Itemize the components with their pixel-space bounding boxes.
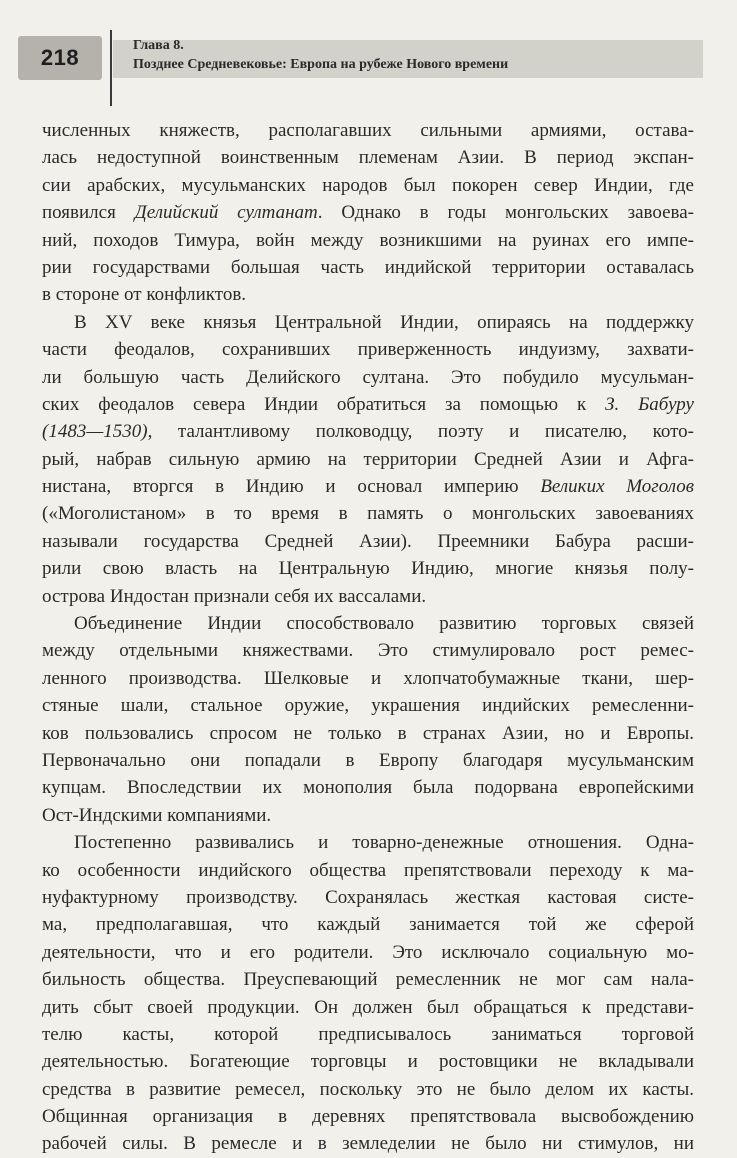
text-run: сии арабских, мусульманских народов был покорен север Индии, где: [42, 174, 694, 196]
text-line: [42, 1021, 694, 1048]
text-line: [42, 884, 694, 911]
text-line: [42, 227, 694, 254]
text-line: [42, 336, 694, 363]
text-line: [42, 500, 694, 527]
text-line: [42, 610, 694, 637]
text-line: [42, 911, 694, 938]
page-number: 218: [40, 45, 80, 70]
text-line: [42, 774, 694, 801]
text-run: ний, походов Тимура, войн между возникшими на руинах его импе-: [42, 229, 694, 251]
text-run: Общинная организация в деревнях препятствовала высвобождению: [42, 1106, 694, 1128]
text-run: ма, предполагавшая, что каждый занимается той же сферой: [42, 914, 694, 936]
text-run: между отдельными княжествами. Это стимулировало рост ремес-: [42, 640, 694, 662]
text-run: называли государства Средней Азии). Преемники Бабура расши-: [42, 530, 694, 552]
text-run: Первоначально они попадали в Европу благодаря мусульманским: [42, 749, 694, 771]
text-line: [42, 364, 694, 391]
page-number-box: [18, 36, 102, 80]
italic-term: (1483—1530): [42, 421, 148, 443]
text-run: телю касты, которой предписывалось заниматься торговой: [42, 1023, 694, 1045]
text-run: ли большую часть Делийского султана. Это побудило мусульман-: [42, 366, 694, 388]
text-line: [42, 446, 694, 473]
text-run: появился: [42, 202, 135, 224]
text-run: стяные шали, стальное оружие, украшения индийских ремесленни-: [42, 695, 694, 717]
text-run: рии государствами большая часть индийской территории оставалась: [42, 256, 694, 278]
chapter-label: Глава 8.: [133, 38, 184, 53]
text-line: [42, 1103, 694, 1130]
text-run: дить сбыт своей продукции. Он должен был обращаться к представи-: [42, 996, 694, 1018]
text-line: [42, 144, 694, 171]
text-line: [42, 583, 694, 610]
text-run: острова Индостан признали себя их вассалами.: [42, 585, 427, 607]
text-line: [42, 281, 694, 308]
text-line: [42, 994, 694, 1021]
text-line: [42, 692, 694, 719]
text-run: ских феодалов севера Индии обратиться за помощью к: [42, 393, 606, 415]
text-run: средства в развитие ремесел, поскольку это не было делом их касты.: [42, 1078, 694, 1100]
text-run: нуфактурному производству. Сохранялась жесткая кастовая систе-: [42, 886, 694, 908]
text-run: В XV веке князья Центральной Индии, опираясь на поддержку: [74, 311, 694, 333]
text-run: в стороне от конфликтов.: [42, 284, 247, 306]
text-line: [42, 528, 694, 555]
italic-term: З. Бабуру: [605, 393, 694, 415]
text-run: Постепенно развивались и товарно-денежные отношения. Одна-: [74, 832, 694, 854]
text-run: купцам. Впоследствии их монополия была подорвана европейскими: [42, 777, 694, 799]
text-run: ков пользовались спросом не только в странах Азии, но и Европы.: [42, 722, 694, 744]
text-line: [42, 665, 694, 692]
body-text: [42, 117, 694, 1158]
text-run: нистана, вторгся в Индию и основал империю: [42, 476, 541, 498]
text-run: рабочей силы. В ремесле и в земледелии не было ни стимулов, ни: [42, 1133, 694, 1155]
text-line: [42, 720, 694, 747]
italic-term: Делийский султанат: [134, 202, 318, 224]
chapter-title: Позднее Средневековье: Европа на рубеже Нового времени: [133, 57, 509, 72]
text-line: [42, 254, 694, 281]
text-run: . Однако в годы монгольских завоева-: [317, 202, 694, 224]
text-run: Объединение Индии способствовало развитию торговых связей: [74, 613, 694, 635]
text-line: [42, 117, 694, 144]
text-run: деятельностью. Богатеющие торговцы и ростовщики не вкладывали: [42, 1051, 694, 1073]
text-line: [42, 309, 694, 336]
text-line: [42, 1048, 694, 1075]
text-run: численных княжеств, располагавших сильными армиями, остава-: [42, 120, 694, 141]
text-line: [42, 1076, 694, 1103]
text-run: рили свою власть на Центральную Индию, многие князья полу-: [42, 558, 694, 580]
text-run: ко особенности индийского общества препятствовали переходу к ма-: [42, 859, 694, 881]
text-line: [42, 802, 694, 829]
text-line: [42, 637, 694, 664]
header-divider: [110, 30, 112, 106]
text-run: бильность общества. Преуспевающий ремесленник не мог сам нала-: [42, 969, 694, 991]
text-line: [42, 172, 694, 199]
text-line: [42, 555, 694, 582]
text-line: [42, 418, 694, 445]
text-run: , талантливому полководцу, поэту и писателю, кото-: [147, 421, 694, 443]
page-header: [0, 0, 737, 110]
text-run: лась недоступной воинственным племенам Азии. В период экспан-: [42, 147, 694, 169]
text-run: Ост-Индскими компаниями.: [42, 804, 272, 826]
text-line: [42, 857, 694, 884]
text-line: [42, 391, 694, 418]
text-line: [42, 747, 694, 774]
text-line: [42, 473, 694, 500]
text-line: [42, 966, 694, 993]
text-run: деятельности, что и его родители. Это исключало социальную мо-: [42, 941, 694, 963]
text-run: рый, набрав сильную армию на территории Средней Азии и Афга-: [42, 448, 694, 470]
text-run: ленного производства. Шелковые и хлопчатобумажные ткани, шер-: [42, 667, 694, 689]
text-line: [42, 199, 694, 226]
text-line: [42, 829, 694, 856]
italic-term: Великих Моголов: [540, 476, 694, 498]
text-run: («Моголистаном» в то время в память о монгольских завоеваниях: [42, 503, 694, 525]
text-run: части феодалов, сохранивших приверженность индуизму, захвати-: [42, 339, 694, 361]
text-line: [42, 1130, 694, 1157]
text-line: [42, 939, 694, 966]
